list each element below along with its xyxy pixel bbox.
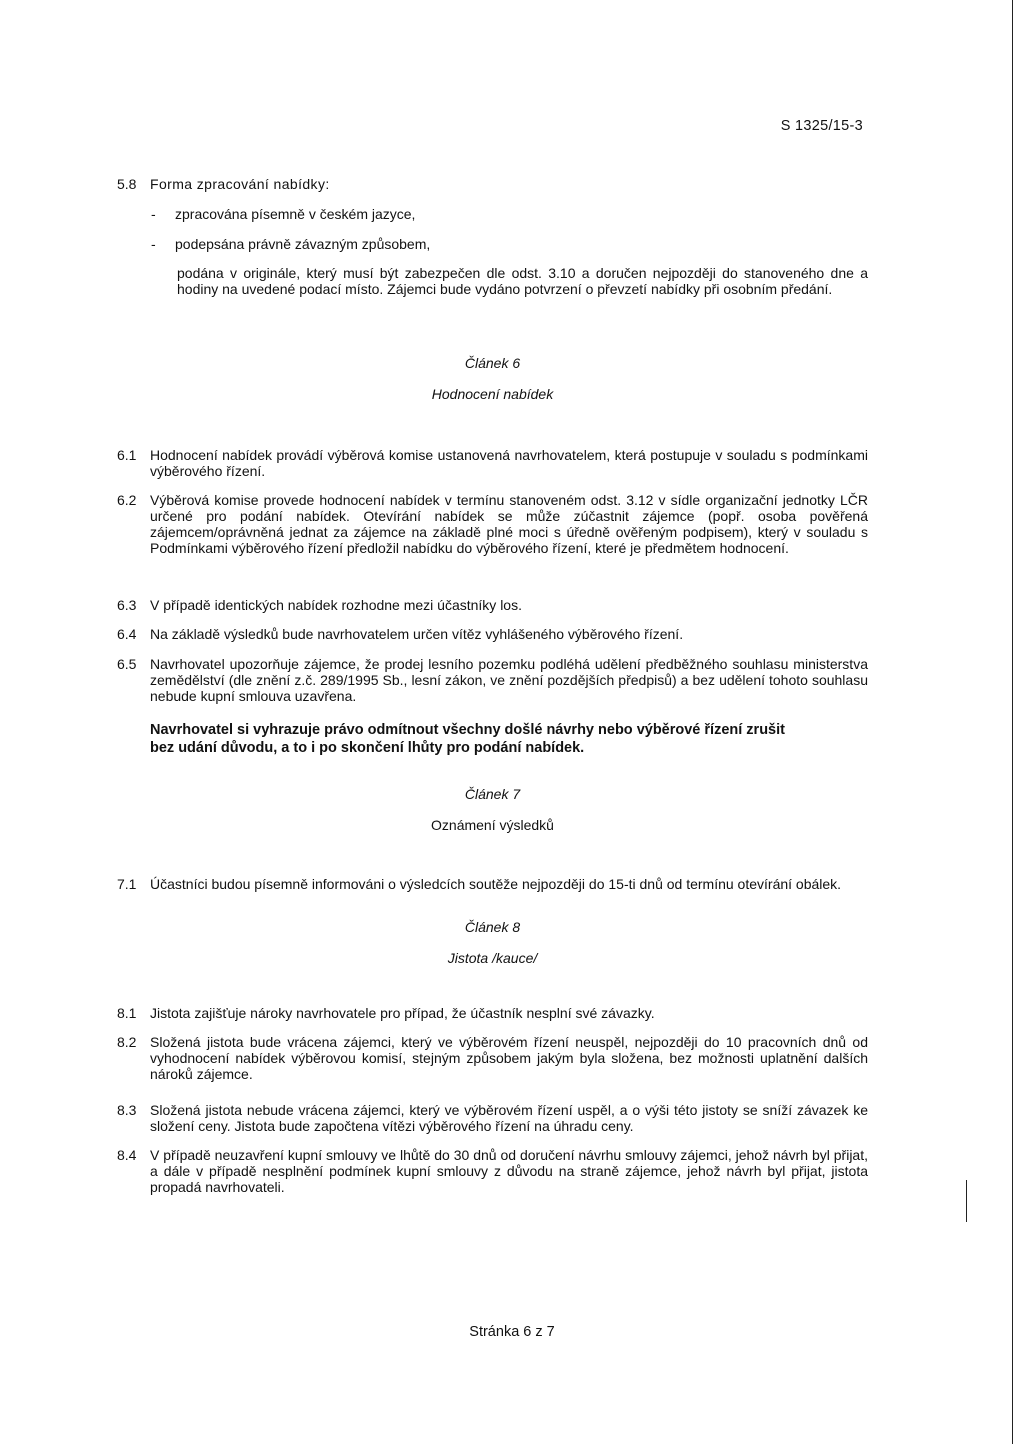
document-reference: S 1325/15-3 — [780, 118, 863, 134]
section-text: Jistota zajišťuje nároky navrhovatele pro případ, že účastník nesplní své závazky. — [150, 1005, 655, 1021]
section-text: Navrhovatel upozorňuje zájemce, že prodej lesního pozemku podléhá udělení předběžného souhlasu ministerstva zemědělství (dle znění z.č. 289/1995 Sb., lesní zákon, ve znění pozdějších předpisů) a bez udělení tohoto souhlasu nebude kupní smlouva uzavřena. — [150, 656, 868, 704]
section-8-3: 8.3 Složená jistota nebude vrácena zájemci, který ve výběrovém řízení uspěl, a o výši této jistoty se sníží závazek ke složení ceny. Jistota bude započtena vítězi výběrového řízení na úhradu ceny. — [117, 1102, 868, 1134]
scan-edge-line — [1012, 0, 1013, 1444]
article-title: Jistota /kauce/ — [447, 950, 538, 966]
section-6-1: 6.1 Hodnocení nabídek provádí výběrová komise ustanovená navrhovatelem, která postupuje v souladu s podmínkami výběrového řízení. — [117, 447, 868, 479]
section-text: Výběrová komise provede hodnocení nabídek v termínu stanoveném odst. 3.12 v sídle organizační jednotky LČR určené pro podání nabídek. Otevírání nabídek se může zúčastnit zájemce (popř. osoba pověřená zájemcem/oprávněná jednat za zájemce na základě plné moci s úředně ověřeným podpisem), který v souladu s Podmínkami výběrového řízení předložil nabídku do výběrového řízení, které je předmětem hodnocení. — [150, 492, 868, 556]
section-title: Forma zpracování nabídky: — [150, 176, 330, 192]
reservation-text: Navrhovatel si vyhrazuje právo odmítnout všechny došlé návrhy nebo výběrové řízení zrušit bez udání důvodu, a to i po skončení lhůty pro podání nabídek. — [150, 722, 785, 756]
section-8-1: 8.1 Jistota zajišťuje nároky navrhovatele pro případ, že účastník nesplní své závazky. — [117, 1005, 868, 1021]
section-text: Na základě výsledků bude navrhovatelem určen vítěz vyhlášeného výběrového řízení. — [150, 626, 684, 642]
section-text: Hodnocení nabídek provádí výběrová komise ustanovená navrhovatelem, která postupuje v souladu s podmínkami výběrového řízení. — [150, 447, 868, 479]
page-number: Stránka 6 z 7 — [469, 1324, 555, 1340]
bullet-text: zpracována písemně v českém jazyce, — [175, 206, 416, 222]
bullet-item: - podepsána právně závazným způsobem, — [151, 236, 431, 252]
section-text: V případě identických nabídek rozhodne mezi účastníky los. — [150, 597, 522, 613]
section-6-2: 6.2 Výběrová komise provede hodnocení nabídek v termínu stanoveném odst. 3.12 v sídle organizační jednotky LČR určené pro podání nabídek. Otevírání nabídek se může zúčastnit zájemce (popř. osoba pověřená zájemcem/oprávněná jednat za zájemce na základě plné moci s úředně ověřeným podpisem), který v souladu s Podmínkami výběrového řízení předložil nabídku do výběrového řízení, které je předmětem hodnocení. — [117, 492, 868, 556]
section-6-5: 6.5 Navrhovatel upozorňuje zájemce, že prodej lesního pozemku podléhá udělení předběžného souhlasu ministerstva zemědělství (dle znění z.č. 289/1995 Sb., lesní zákon, ve znění pozdějších předpisů) a bez udělení tohoto souhlasu nebude kupní smlouva uzavřena. — [117, 656, 868, 704]
scan-mark-line — [966, 1180, 967, 1222]
article-label: Článek 6 — [464, 355, 521, 371]
section-6-4: 6.4 Na základě výsledků bude navrhovatelem určen vítěz vyhlášeného výběrového řízení. — [117, 626, 868, 642]
section-text: Složená jistota bude vrácena zájemci, který ve výběrovém řízení neuspěl, nejpozději do 10 pracovních dnů od vyhodnocení nabídek výběrovou komisí, stejným způsobem jakým byla složena, bez možnosti uplatnění dalších nároků zájemce. — [150, 1034, 868, 1082]
reservation-notice — [150, 721, 790, 757]
bullet-item: - zpracována písemně v českém jazyce, — [151, 206, 416, 222]
section-text: Účastníci budou písemně informováni o výsledcích soutěže nejpozději do 15-ti dnů od termínu otevírání obálek. — [150, 876, 842, 892]
section-8-4: 8.4 V případě neuzavření kupní smlouvy ve lhůtě do 30 dnů od doručení návrhu smlouvy zájemci, jehož návrh byl přijat, a dále v případě nesplnění podmínek kupní smlouvy z důvodu na straně zájemce, jehož návrh byl přijat, jistota propadá navrhovateli. — [117, 1147, 868, 1195]
article-title: Hodnocení nabídek — [431, 386, 554, 402]
paragraph: podána v originále, který musí být zabezpečen dle odst. 3.10 a doručen nejpozději do stanoveného dne a hodiny na uvedené podací místo. Zájemci bude vydáno potvrzení o převzetí nabídky při osobním předání. — [177, 265, 868, 297]
section-6-3: 6.3 V případě identických nabídek rozhodne mezi účastníky los. — [117, 597, 868, 613]
section-text: V případě neuzavření kupní smlouvy ve lhůtě do 30 dnů od doručení návrhu smlouvy zájemci, jehož návrh byl přijat, a dále v případě nesplnění podmínek kupní smlouvy z důvodu na straně zájemce, jehož návrh byl přijat, jistota propadá navrhovateli. — [150, 1147, 868, 1195]
section-8-2: 8.2 Složená jistota bude vrácena zájemci, který ve výběrovém řízení neuspěl, nejpozději do 10 pracovních dnů od vyhodnocení nabídek výběrovou komisí, stejným způsobem jakým byla složena, bez možnosti uplatnění dalších nároků zájemce. — [117, 1034, 868, 1082]
section-7-1: 7.1 Účastníci budou písemně informováni o výsledcích soutěže nejpozději do 15-ti dnů od termínu otevírání obálek. — [117, 876, 868, 892]
article-title: Oznámení výsledků — [431, 817, 554, 833]
article-label: Článek 8 — [464, 919, 521, 935]
article-label: Článek 7 — [464, 786, 521, 802]
bullet-text: podepsána právně závazným způsobem, — [175, 236, 431, 252]
section-text: Složená jistota nebude vrácena zájemci, který ve výběrovém řízení uspěl, a o výši této jistoty se sníží závazek ke složení ceny. Jistota bude započtena vítězi výběrového řízení na úhradu ceny. — [150, 1102, 868, 1134]
section-5-8-paragraph — [177, 265, 868, 297]
section-5-8 — [117, 176, 868, 192]
section-number: 5.8 — [117, 176, 137, 192]
